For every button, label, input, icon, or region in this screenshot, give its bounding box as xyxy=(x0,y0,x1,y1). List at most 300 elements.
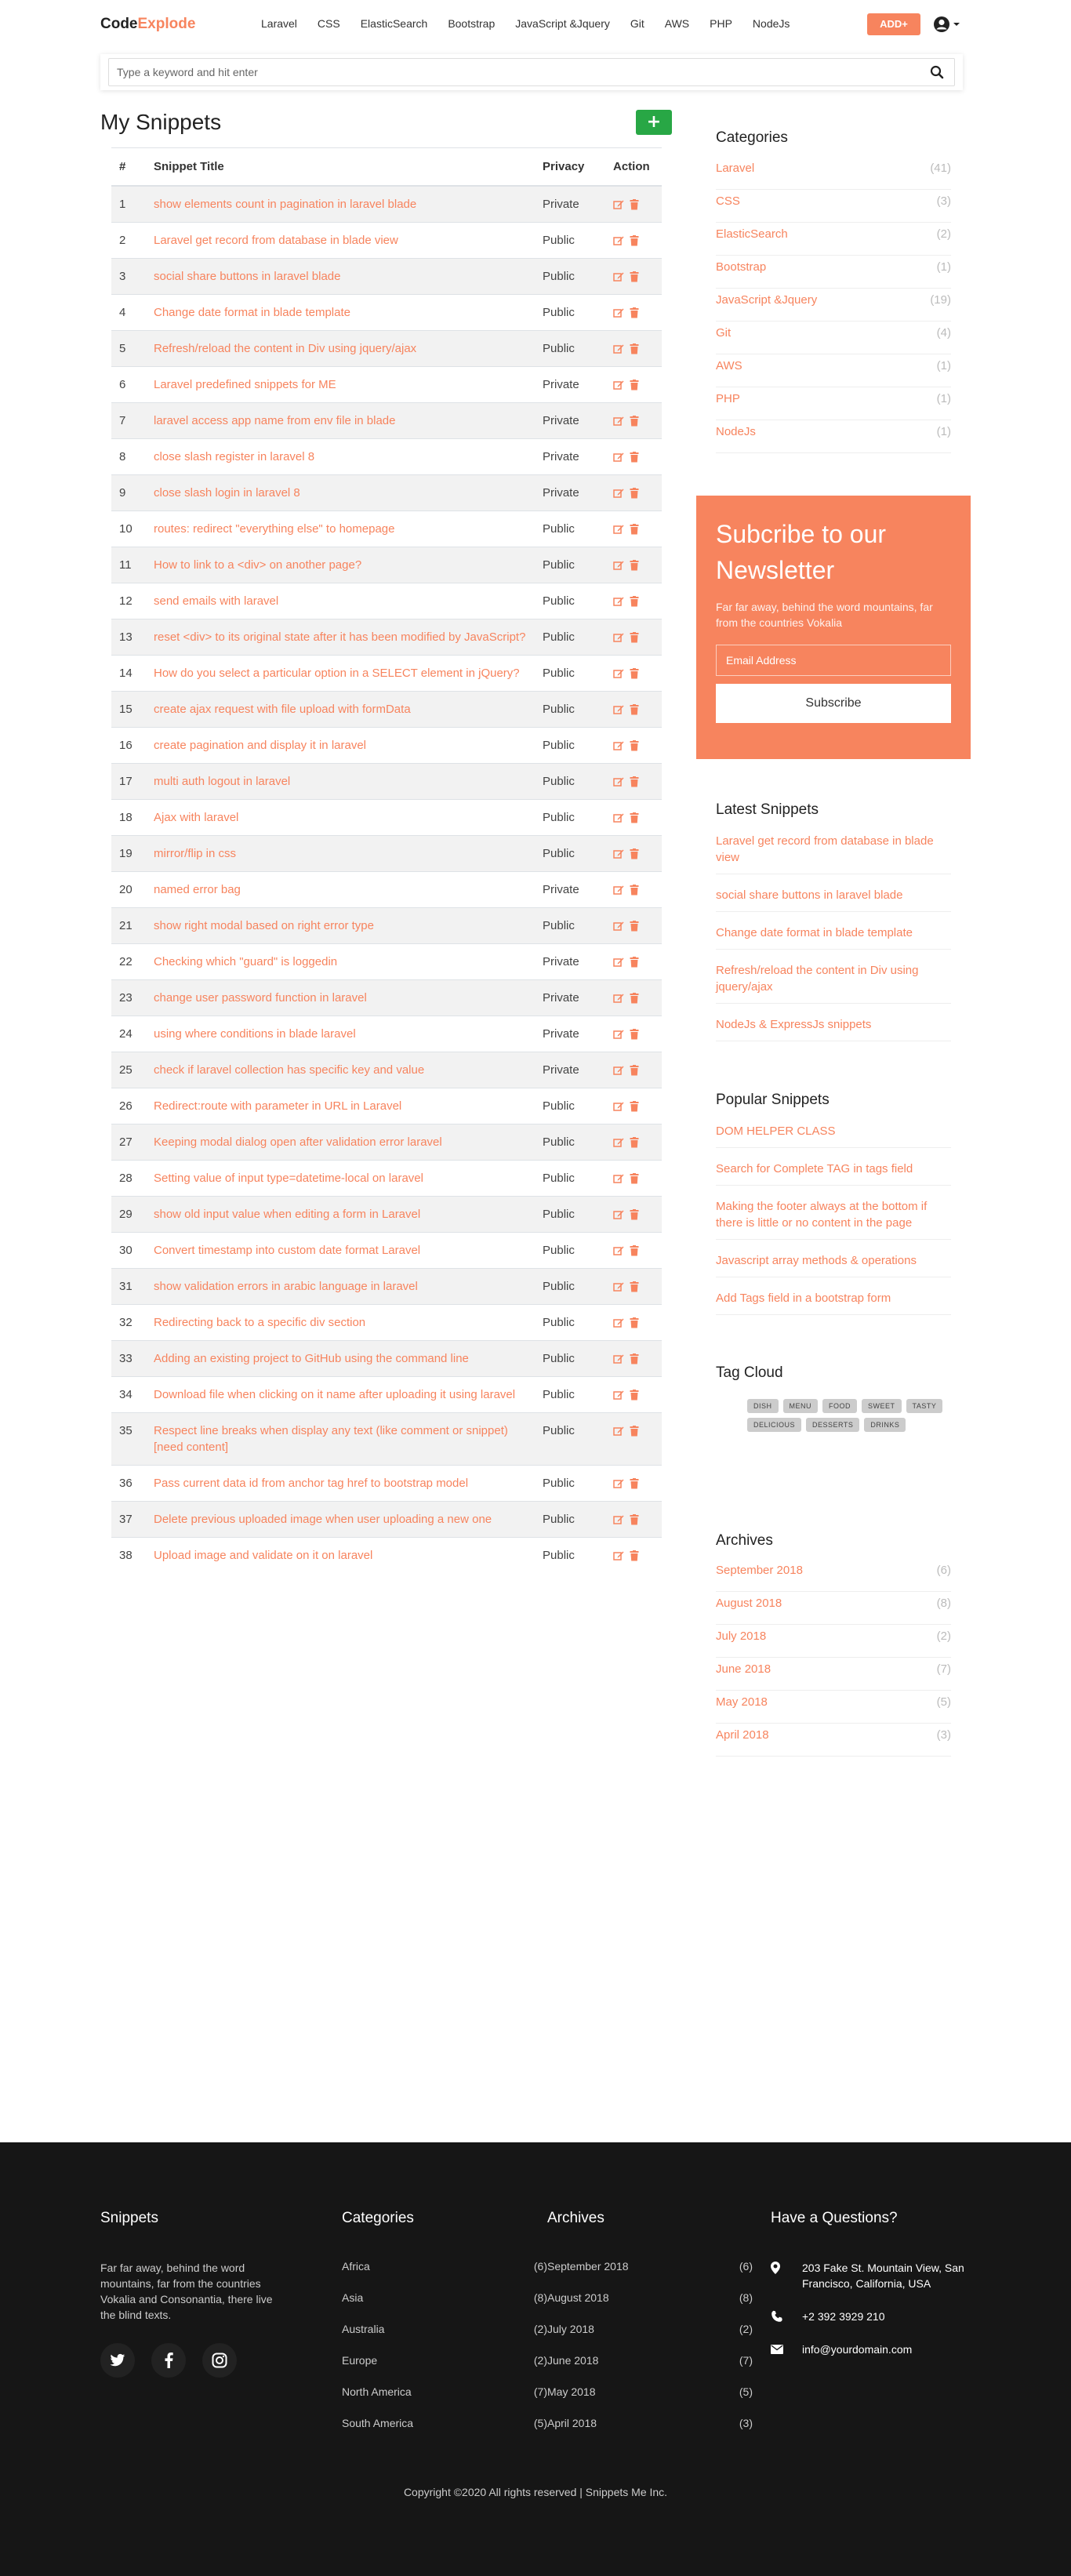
trash-icon[interactable] xyxy=(629,740,640,751)
trash-icon[interactable] xyxy=(629,957,640,968)
snippet-link[interactable]: Pass current data id from anchor tag href to bootstrap model xyxy=(154,1476,469,1490)
category-item[interactable] xyxy=(716,322,951,354)
trash-icon[interactable] xyxy=(629,560,640,571)
archives-title: Archives xyxy=(716,1532,773,1549)
category-item-link[interactable]: AWS xyxy=(716,359,742,372)
edit-icon[interactable] xyxy=(613,596,624,607)
nav-item-git[interactable]: Git xyxy=(630,17,644,30)
category-item[interactable] xyxy=(716,223,951,256)
footer-archive-item[interactable] xyxy=(547,2323,753,2354)
footer-category-item[interactable] xyxy=(342,2354,547,2385)
phone-text[interactable]: +2 392 3929 210 xyxy=(802,2310,885,2323)
snippet-link[interactable]: Keeping modal dialog open after validation error laravel xyxy=(154,1135,442,1149)
trash-icon[interactable] xyxy=(629,993,640,1004)
trash-icon[interactable] xyxy=(629,1478,640,1489)
trash-icon[interactable] xyxy=(629,1550,640,1561)
archive-item-link[interactable]: September 2018 xyxy=(716,1564,803,1577)
nav-item-laravel[interactable]: Laravel xyxy=(261,17,297,30)
category-item-link[interactable]: JavaScript &Jquery xyxy=(716,293,818,307)
footer-category-item-label[interactable]: Africa xyxy=(342,2260,370,2273)
archive-item-count: (5) xyxy=(936,1695,951,1709)
snippet-link[interactable]: routes: redirect "everything else" to homepage xyxy=(154,521,395,536)
trash-icon[interactable] xyxy=(629,524,640,535)
edit-icon[interactable] xyxy=(613,993,624,1004)
facebook-icon xyxy=(164,2353,173,2368)
table-row xyxy=(111,1268,662,1304)
row-number: 37 xyxy=(111,1501,146,1537)
category-item[interactable] xyxy=(716,157,951,190)
nav-item-elasticsearch[interactable]: ElasticSearch xyxy=(360,17,428,30)
snippet-link[interactable]: Convert timestamp into custom date format Laravel xyxy=(154,1243,421,1257)
edit-icon[interactable] xyxy=(613,1478,624,1489)
contact-email[interactable] xyxy=(771,2342,975,2357)
footer-category-item-label[interactable]: Asia xyxy=(342,2291,364,2304)
edit-icon[interactable] xyxy=(613,1514,624,1525)
snippet-link[interactable]: Upload image and validate on it on laravel xyxy=(154,1548,373,1562)
trash-icon[interactable] xyxy=(629,632,640,643)
footer-questions-title: Have a Questions? xyxy=(771,2210,898,2226)
snippet-link[interactable]: multi auth logout in laravel xyxy=(154,774,291,788)
footer-category-item-label[interactable]: North America xyxy=(342,2385,412,2398)
edit-icon[interactable] xyxy=(613,524,624,535)
row-number: 28 xyxy=(111,1160,146,1196)
table-row xyxy=(111,871,662,907)
trash-icon[interactable] xyxy=(629,776,640,787)
row-privacy: Public xyxy=(535,294,605,330)
row-actions xyxy=(605,979,662,1016)
latest-snippet-link[interactable]: social share buttons in laravel blade xyxy=(716,888,903,902)
trash-icon[interactable] xyxy=(629,488,640,499)
category-item-count: (1) xyxy=(936,260,951,274)
snippet-link[interactable]: Redirecting back to a specific div section xyxy=(154,1315,366,1329)
edit-icon[interactable] xyxy=(613,452,624,463)
row-number: 6 xyxy=(111,366,146,402)
snippet-link[interactable]: check if laravel collection has specific key and value xyxy=(154,1063,425,1077)
snippet-link[interactable]: Download file when clicking on it name after uploading it using laravel xyxy=(154,1387,516,1401)
footer-categories-title: Categories xyxy=(342,2210,414,2226)
edit-icon[interactable] xyxy=(613,343,624,354)
footer-archive-item-count: (2) xyxy=(739,2323,753,2335)
footer-archive-item-label[interactable]: July 2018 xyxy=(547,2323,594,2335)
category-item-count: (3) xyxy=(936,194,951,208)
row-title-cell xyxy=(146,186,535,223)
trash-icon[interactable] xyxy=(629,1173,640,1184)
snippet-link[interactable]: How do you select a particular option in a SELECT element in jQuery? xyxy=(154,666,520,680)
edit-icon[interactable] xyxy=(613,921,624,932)
trash-icon[interactable] xyxy=(629,1065,640,1076)
archive-item[interactable] xyxy=(716,1559,951,1592)
latest-snippet-link[interactable]: NodeJs & ExpressJs snippets xyxy=(716,1018,872,1031)
archive-item[interactable] xyxy=(716,1658,951,1691)
category-item-link[interactable]: Bootstrap xyxy=(716,260,767,274)
row-actions xyxy=(605,330,662,366)
snippet-link[interactable]: Redirect:route with parameter in URL in Laravel xyxy=(154,1099,402,1113)
archive-item-count: (2) xyxy=(936,1630,951,1643)
page-title: My Snippets xyxy=(100,110,222,134)
row-actions xyxy=(605,871,662,907)
table-row xyxy=(111,799,662,835)
edit-icon[interactable] xyxy=(613,1426,624,1437)
edit-icon[interactable] xyxy=(613,416,624,427)
row-number: 10 xyxy=(111,510,146,547)
snippet-link[interactable]: Respect line breaks when display any text (like comment or snippet) [need content] xyxy=(154,1423,508,1454)
trash-icon[interactable] xyxy=(629,812,640,823)
footer-archive-item-label[interactable]: May 2018 xyxy=(547,2385,596,2398)
archive-item[interactable] xyxy=(716,1592,951,1625)
latest-snippet[interactable] xyxy=(716,1013,951,1041)
row-number: 31 xyxy=(111,1268,146,1304)
trash-icon[interactable] xyxy=(629,921,640,932)
popular-snippet[interactable] xyxy=(716,1157,951,1186)
category-item[interactable] xyxy=(716,387,951,420)
trash-icon[interactable] xyxy=(629,885,640,896)
footer-category-item-count: (5) xyxy=(533,2417,547,2429)
trash-icon[interactable] xyxy=(629,1353,640,1364)
nav-item-nodejs[interactable]: NodeJs xyxy=(752,17,790,30)
trash-icon[interactable] xyxy=(629,668,640,679)
nav-item-php[interactable]: PHP xyxy=(710,17,732,30)
footer-category-item-count: (8) xyxy=(533,2291,547,2304)
trash-icon[interactable] xyxy=(629,452,640,463)
category-item-link[interactable]: PHP xyxy=(716,392,740,405)
snippet-link[interactable]: show right modal based on right error type xyxy=(154,918,374,932)
table-row xyxy=(111,583,662,619)
row-title-cell xyxy=(146,1268,535,1304)
trash-icon[interactable] xyxy=(629,596,640,607)
latest-snippet-link[interactable]: Refresh/reload the content in Div using jquery/ajax xyxy=(716,964,919,994)
row-title-cell xyxy=(146,1088,535,1124)
table-row xyxy=(111,1501,662,1537)
trash-icon[interactable] xyxy=(629,343,640,354)
edit-icon[interactable] xyxy=(613,848,624,859)
snippet-link[interactable]: create ajax request with file upload with formData xyxy=(154,702,411,716)
add-snippet-button[interactable]: ADD+ xyxy=(867,13,920,35)
snippet-link[interactable]: Refresh/reload the content in Div using jquery/ajax xyxy=(154,341,417,355)
snippet-link[interactable]: laravel access app name from env file in blade xyxy=(154,413,396,427)
nav-item-bootstrap[interactable]: Bootstrap xyxy=(448,17,496,30)
edit-icon[interactable] xyxy=(613,1245,624,1256)
table-row xyxy=(111,1340,662,1376)
popular-snippet-link[interactable]: Making the footer always at the bottom if there is little or no content in the page xyxy=(716,1200,928,1230)
edit-icon[interactable] xyxy=(613,1029,624,1040)
row-actions xyxy=(605,222,662,258)
edit-icon[interactable] xyxy=(613,271,624,282)
row-privacy: Public xyxy=(535,1232,605,1268)
footer-category-item[interactable] xyxy=(342,2417,547,2448)
address-text: 203 Fake St. Mountain View, San Francisco, California, USA xyxy=(802,2262,964,2290)
snippet-link[interactable]: Checking which "guard" is loggedin xyxy=(154,954,338,968)
edit-icon[interactable] xyxy=(613,1281,624,1292)
snippet-link[interactable]: Delete previous uploaded image when user uploading a new one xyxy=(154,1512,492,1526)
category-item-count: (19) xyxy=(930,293,951,307)
tag-chip[interactable]: DESSERTS xyxy=(806,1418,859,1432)
search-input[interactable] xyxy=(108,58,955,86)
footer-archive-item-label[interactable]: August 2018 xyxy=(547,2291,609,2304)
category-item[interactable] xyxy=(716,354,951,387)
row-actions xyxy=(605,1340,662,1376)
category-item[interactable] xyxy=(716,190,951,223)
footer-category-item[interactable] xyxy=(342,2291,547,2323)
table-row xyxy=(111,366,662,402)
row-number: 1 xyxy=(111,186,146,223)
row-title-cell xyxy=(146,1052,535,1088)
trash-icon[interactable] xyxy=(629,271,640,282)
user-menu[interactable] xyxy=(933,14,964,35)
edit-icon[interactable] xyxy=(613,704,624,715)
trash-icon[interactable] xyxy=(629,199,640,210)
archive-item-link[interactable]: July 2018 xyxy=(716,1630,767,1643)
category-item-link[interactable]: Laravel xyxy=(716,162,755,175)
archive-item[interactable] xyxy=(716,1625,951,1658)
snippet-link[interactable]: close slash register in laravel 8 xyxy=(154,449,315,463)
row-privacy: Public xyxy=(535,1501,605,1537)
row-privacy: Public xyxy=(535,1088,605,1124)
snippet-link[interactable]: Laravel predefined snippets for ME xyxy=(154,377,336,391)
tag-chip[interactable]: DELICIOUS xyxy=(747,1418,801,1432)
edit-icon[interactable] xyxy=(613,1209,624,1220)
trash-icon[interactable] xyxy=(629,848,640,859)
popular-snippet-link[interactable]: Search for Complete TAG in tags field xyxy=(716,1162,913,1175)
row-number: 12 xyxy=(111,583,146,619)
row-title-cell xyxy=(146,330,535,366)
edit-icon[interactable] xyxy=(613,488,624,499)
col-action: Action xyxy=(605,148,662,186)
latest-snippet[interactable] xyxy=(716,830,951,874)
edit-icon[interactable] xyxy=(613,1101,624,1112)
row-number: 5 xyxy=(111,330,146,366)
popular-snippet-link[interactable]: Javascript array methods & operations xyxy=(716,1254,917,1267)
category-item[interactable] xyxy=(716,289,951,322)
footer-archive-item-label[interactable]: June 2018 xyxy=(547,2354,599,2367)
archive-item[interactable] xyxy=(716,1691,951,1724)
popular-snippet[interactable] xyxy=(716,1195,951,1240)
trash-icon[interactable] xyxy=(629,1281,640,1292)
table-row xyxy=(111,727,662,763)
footer-category-item-count: (6) xyxy=(533,2260,547,2273)
archive-item-link[interactable]: June 2018 xyxy=(716,1662,771,1676)
contact-address xyxy=(771,2260,975,2291)
row-privacy: Public xyxy=(535,727,605,763)
tag-cloud xyxy=(747,1399,951,1437)
row-number: 16 xyxy=(111,727,146,763)
snippet-link[interactable]: show old input value when editing a form in Laravel xyxy=(154,1207,421,1221)
edit-icon[interactable] xyxy=(613,632,624,643)
footer-archive-item-count: (5) xyxy=(739,2385,753,2398)
snippet-link[interactable]: show elements count in pagination in laravel blade xyxy=(154,197,417,211)
categories-list xyxy=(716,157,951,453)
snippet-link[interactable]: Adding an existing project to GitHub using the command line xyxy=(154,1351,469,1365)
edit-icon[interactable] xyxy=(613,740,624,751)
trash-icon[interactable] xyxy=(629,1317,640,1328)
footer-archive-item[interactable] xyxy=(547,2260,753,2291)
snippet-link[interactable]: send emails with laravel xyxy=(154,594,279,608)
edit-icon[interactable] xyxy=(613,776,624,787)
row-privacy: Public xyxy=(535,583,605,619)
popular-snippet[interactable] xyxy=(716,1287,951,1315)
site-logo[interactable]: CodeExplode xyxy=(100,16,196,32)
archive-item[interactable] xyxy=(716,1724,951,1757)
table-row xyxy=(111,1465,662,1501)
phone-icon xyxy=(771,2310,783,2323)
category-item-link[interactable]: ElasticSearch xyxy=(716,227,788,241)
snippet-link[interactable]: social share buttons in laravel blade xyxy=(154,269,341,283)
newsletter-title: Subcribe to our Newsletter xyxy=(716,520,887,584)
popular-snippet[interactable] xyxy=(716,1120,951,1148)
row-number: 9 xyxy=(111,474,146,510)
row-number: 7 xyxy=(111,402,146,438)
trash-icon[interactable] xyxy=(629,1209,640,1220)
row-number: 15 xyxy=(111,691,146,727)
trash-icon[interactable] xyxy=(629,1245,640,1256)
table-row xyxy=(111,907,662,943)
latest-snippet[interactable] xyxy=(716,921,951,950)
nav-item-css[interactable]: CSS xyxy=(317,17,340,30)
nav-item-aws[interactable]: AWS xyxy=(664,17,690,30)
latest-snippet-link[interactable]: Laravel get record from database in blade view xyxy=(716,834,934,864)
instagram-button[interactable] xyxy=(202,2343,237,2378)
footer-category-item-label[interactable]: Europe xyxy=(342,2354,378,2367)
tag-chip[interactable]: FOOD xyxy=(822,1399,857,1413)
tag-chip[interactable]: MENU xyxy=(783,1399,819,1413)
row-number: 34 xyxy=(111,1376,146,1412)
row-actions xyxy=(605,1160,662,1196)
row-privacy: Public xyxy=(535,1160,605,1196)
table-row xyxy=(111,1232,662,1268)
row-actions xyxy=(605,1088,662,1124)
twitter-button[interactable] xyxy=(100,2343,135,2378)
trash-icon[interactable] xyxy=(629,1390,640,1401)
category-item-link[interactable]: NodeJs xyxy=(716,425,756,438)
tag-chip[interactable]: DRINKS xyxy=(864,1418,906,1432)
snippet-link[interactable]: named error bag xyxy=(154,882,241,896)
newsletter-email-input[interactable] xyxy=(716,645,951,676)
category-item-link[interactable]: Git xyxy=(716,326,732,340)
trash-icon[interactable] xyxy=(629,1514,640,1525)
subscribe-button[interactable]: Subscribe xyxy=(716,684,951,723)
row-privacy: Public xyxy=(535,835,605,871)
footer-category-item[interactable] xyxy=(342,2323,547,2354)
row-privacy: Private xyxy=(535,366,605,402)
row-privacy: Public xyxy=(535,547,605,583)
copyright: Copyright ©2020 All rights reserved | Snippets Me Inc. xyxy=(403,2486,668,2498)
footer-category-item[interactable] xyxy=(342,2385,547,2417)
footer-archive-item-label[interactable]: September 2018 xyxy=(547,2260,629,2273)
footer-category-item-label[interactable]: Australia xyxy=(342,2323,385,2335)
popular-list xyxy=(716,1120,951,1324)
row-number: 4 xyxy=(111,294,146,330)
email-text[interactable]: info@yourdomain.com xyxy=(802,2343,913,2356)
latest-snippet-link[interactable]: Change date format in blade template xyxy=(716,926,913,939)
footer-archive-item[interactable] xyxy=(547,2354,753,2385)
footer-archive-item[interactable] xyxy=(547,2417,753,2448)
snippet-link[interactable]: reset <div> to its original state after it has been modified by JavaScript? xyxy=(154,630,526,644)
tag-chip[interactable]: DISH xyxy=(747,1399,779,1413)
snippet-link[interactable]: Laravel get record from database in blade view xyxy=(154,233,398,247)
nav-item-javascript[interactable]: JavaScript &Jquery xyxy=(515,17,610,30)
trash-icon[interactable] xyxy=(629,1426,640,1437)
popular-snippet[interactable] xyxy=(716,1249,951,1277)
trash-icon[interactable] xyxy=(629,1029,640,1040)
add-new-button[interactable] xyxy=(636,110,672,135)
edit-icon[interactable] xyxy=(613,1353,624,1364)
edit-icon[interactable] xyxy=(613,1173,624,1184)
footer-archive-item[interactable] xyxy=(547,2385,753,2417)
snippet-link[interactable]: create pagination and display it in laravel xyxy=(154,738,367,752)
trash-icon[interactable] xyxy=(629,704,640,715)
edit-icon[interactable] xyxy=(613,885,624,896)
table-header-row xyxy=(111,148,662,186)
row-title-cell xyxy=(146,583,535,619)
edit-icon[interactable] xyxy=(613,1137,624,1148)
edit-icon[interactable] xyxy=(613,1390,624,1401)
row-privacy: Public xyxy=(535,258,605,294)
snippet-link[interactable]: Change date format in blade template xyxy=(154,305,350,319)
latest-snippet[interactable] xyxy=(716,959,951,1004)
edit-icon[interactable] xyxy=(613,380,624,391)
footer-category-item[interactable] xyxy=(342,2260,547,2291)
archive-item-link[interactable]: April 2018 xyxy=(716,1728,769,1742)
edit-icon[interactable] xyxy=(613,1550,624,1561)
table-row xyxy=(111,655,662,691)
tag-chip[interactable]: SWEET xyxy=(862,1399,902,1413)
footer-archive-item[interactable] xyxy=(547,2291,753,2323)
edit-icon[interactable] xyxy=(613,812,624,823)
snippet-link[interactable]: How to link to a <div> on another page? xyxy=(154,558,362,572)
edit-icon[interactable] xyxy=(613,1317,624,1328)
row-privacy: Private xyxy=(535,1052,605,1088)
row-number: 38 xyxy=(111,1537,146,1573)
snippet-link[interactable]: mirror/flip in css xyxy=(154,846,237,860)
trash-icon[interactable] xyxy=(629,380,640,391)
popular-snippet-link[interactable]: Add Tags field in a bootstrap form xyxy=(716,1292,891,1305)
snippet-link[interactable]: Setting value of input type=datetime-local on laravel xyxy=(154,1171,423,1185)
popular-snippet-link[interactable]: DOM HELPER CLASS xyxy=(716,1125,836,1138)
tag-chip[interactable]: TASTY xyxy=(906,1399,943,1413)
snippet-link[interactable]: Ajax with laravel xyxy=(154,810,239,824)
footer-archive-item-label[interactable]: April 2018 xyxy=(547,2417,597,2429)
trash-icon[interactable] xyxy=(629,1137,640,1148)
col-privacy: Privacy xyxy=(535,148,605,186)
edit-icon[interactable] xyxy=(613,235,624,246)
latest-snippet[interactable] xyxy=(716,884,951,912)
trash-icon[interactable] xyxy=(629,307,640,318)
footer-category-item-label[interactable]: South America xyxy=(342,2417,414,2429)
edit-icon[interactable] xyxy=(613,560,624,571)
trash-icon[interactable] xyxy=(629,235,640,246)
trash-icon[interactable] xyxy=(629,1101,640,1112)
contact-phone[interactable] xyxy=(771,2309,975,2324)
category-item-link[interactable]: CSS xyxy=(716,194,740,208)
edit-icon[interactable] xyxy=(613,199,624,210)
snippet-link[interactable]: using where conditions in blade laravel xyxy=(154,1026,356,1041)
search-icon[interactable] xyxy=(930,65,944,79)
edit-icon[interactable] xyxy=(613,307,624,318)
row-privacy: Private xyxy=(535,1016,605,1052)
facebook-button[interactable] xyxy=(151,2343,186,2378)
edit-icon[interactable] xyxy=(613,957,624,968)
category-item[interactable] xyxy=(716,256,951,289)
archive-item-link[interactable]: May 2018 xyxy=(716,1695,768,1709)
edit-icon[interactable] xyxy=(613,668,624,679)
category-item[interactable] xyxy=(716,420,951,453)
archive-item-link[interactable]: August 2018 xyxy=(716,1597,782,1610)
edit-icon[interactable] xyxy=(613,1065,624,1076)
snippet-link[interactable]: close slash login in laravel 8 xyxy=(154,485,300,500)
snippet-link[interactable]: change user password function in laravel xyxy=(154,990,367,1005)
row-title-cell xyxy=(146,871,535,907)
trash-icon[interactable] xyxy=(629,416,640,427)
snippet-link[interactable]: show validation errors in arabic language in laravel xyxy=(154,1279,418,1293)
